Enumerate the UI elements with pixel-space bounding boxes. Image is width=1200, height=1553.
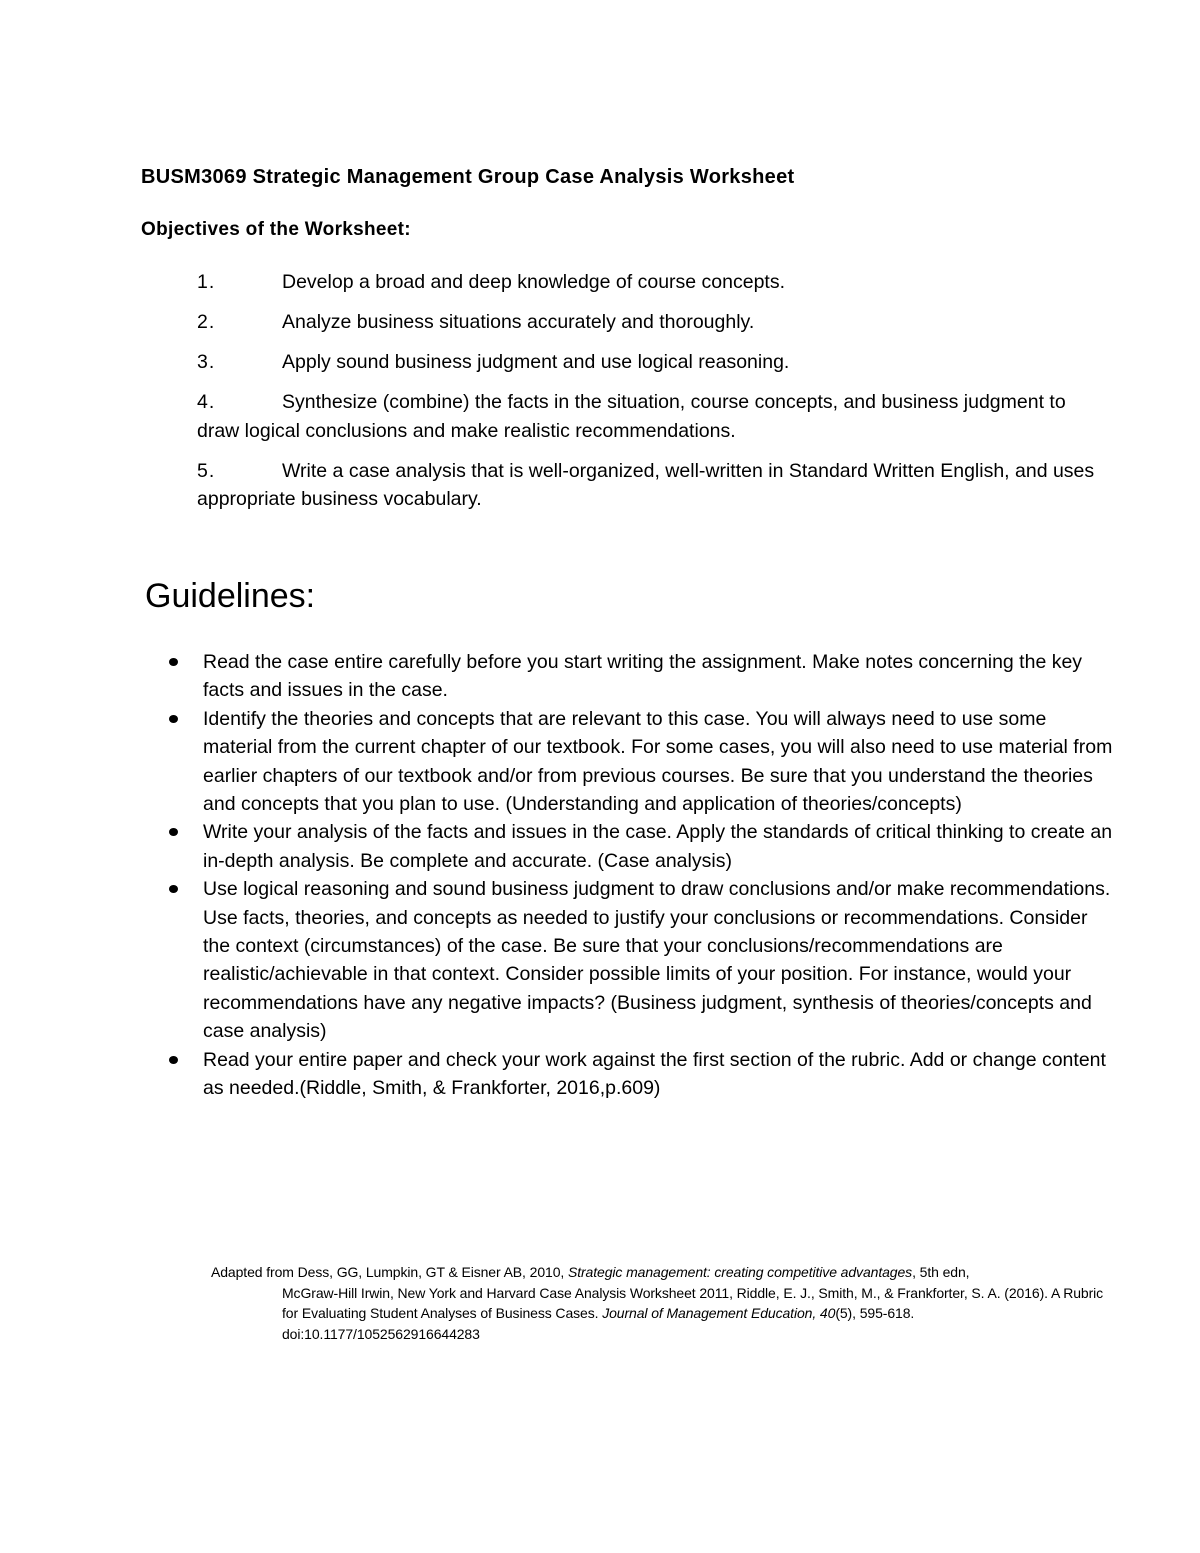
objective-item bbox=[197, 308, 1097, 337]
objectives-list bbox=[197, 268, 1097, 525]
footnote-continuation bbox=[211, 1283, 1111, 1345]
objective-item bbox=[197, 388, 1097, 445]
footnote-text: , 5th edn, bbox=[912, 1264, 970, 1280]
guideline-text: Use logical reasoning and sound business judgment to draw conclusions and/or make recommendations. Use facts, theories, and concepts as needed to justify your conclusions or recommendations. Consider the context (circumstances) of the case. Be sure that your conclusions/recommendations are realistic/achievable in that context. Consider possible limits of your position. For instance, would your recommendations have any negative impacts? (Business judgment, synthesis of theories/concepts and case analysis) bbox=[203, 878, 1111, 1043]
footnote-first-line bbox=[211, 1262, 1111, 1283]
guideline-text: Read the case entire carefully before you start writing the assignment. Make notes concerning the key facts and issues in the case. bbox=[203, 651, 1083, 702]
objective-item bbox=[197, 268, 1097, 297]
bullet-icon bbox=[169, 715, 178, 723]
objective-number: 1. bbox=[197, 271, 216, 293]
guidelines-heading: Guidelines: bbox=[145, 577, 316, 615]
footnote-text: McGraw-Hill Irwin, New York and Harvard Case Analysis Worksheet 2011, Riddle, E. J., Smith, M., & Frankforter, S. A. (2016). A Rubric for Evaluating Student Analyses of Business Cases. bbox=[282, 1284, 1104, 1321]
guidelines-list bbox=[203, 648, 1118, 1103]
guideline-item bbox=[203, 648, 1118, 705]
objective-number: 3. bbox=[197, 351, 216, 373]
objectives-heading: Objectives of the Worksheet: bbox=[141, 219, 411, 240]
footnote-citation bbox=[211, 1262, 1111, 1344]
guideline-text: Read your entire paper and check your work against the first section of the rubric. Add or change content as needed.(Riddle, Smith, & Frankforter, 2016,p.609) bbox=[203, 1048, 1106, 1100]
objective-item bbox=[197, 457, 1097, 514]
footnote-text: Adapted from Dess, GG, Lumpkin, GT & Eisner AB, 2010, bbox=[211, 1264, 568, 1280]
guideline-item bbox=[203, 705, 1118, 819]
objective-text: Develop a broad and deep knowledge of course concepts. bbox=[282, 271, 786, 293]
guideline-item bbox=[203, 1046, 1118, 1103]
bullet-icon bbox=[169, 828, 178, 836]
objective-number: 2. bbox=[197, 311, 216, 333]
footnote-book-title: Strategic management: creating competitive advantages bbox=[567, 1264, 913, 1280]
page-title: BUSM3069 Strategic Management Group Case Analysis Worksheet bbox=[141, 166, 795, 188]
bullet-icon bbox=[169, 885, 178, 893]
footnote-journal-title: Journal of Management Education, 40 bbox=[602, 1305, 836, 1321]
guideline-text: Identify the theories and concepts that are relevant to this case. You will always need to use some material from the current chapter of our textbook. For some cases, you will also need to use material from earlier chapters of our textbook and/or from previous courses. Be sure that you understand the theories and concepts that you plan to use. (Understanding and application of theories/concepts) bbox=[203, 707, 1113, 816]
guideline-text: Write your analysis of the facts and issues in the case. Apply the standards of critical thinking to create an in-depth analysis. Be complete and accurate. (Case analysis) bbox=[203, 821, 1113, 872]
guideline-item bbox=[203, 875, 1118, 1045]
footnote-text: (5), 595-618. doi:10.1177/1052562916644283 bbox=[282, 1305, 915, 1342]
objective-number: 5. bbox=[197, 459, 216, 482]
objective-text: Synthesize (combine) the facts in the situation, course concepts, and business judgment to draw logical conclusions and make realistic recommendations. bbox=[197, 391, 1066, 442]
objective-number: 4. bbox=[197, 391, 216, 413]
objective-text: Apply sound business judgment and use logical reasoning. bbox=[282, 351, 790, 373]
bullet-icon bbox=[169, 658, 178, 666]
objective-item bbox=[197, 348, 1097, 377]
guideline-item bbox=[203, 818, 1118, 875]
bullet-icon bbox=[169, 1056, 178, 1064]
objective-text: Write a case analysis that is well-organized, well-written in Standard Written English, and uses appropriate business vocabulary. bbox=[197, 459, 1095, 510]
objective-text: Analyze business situations accurately and thoroughly. bbox=[282, 311, 755, 333]
